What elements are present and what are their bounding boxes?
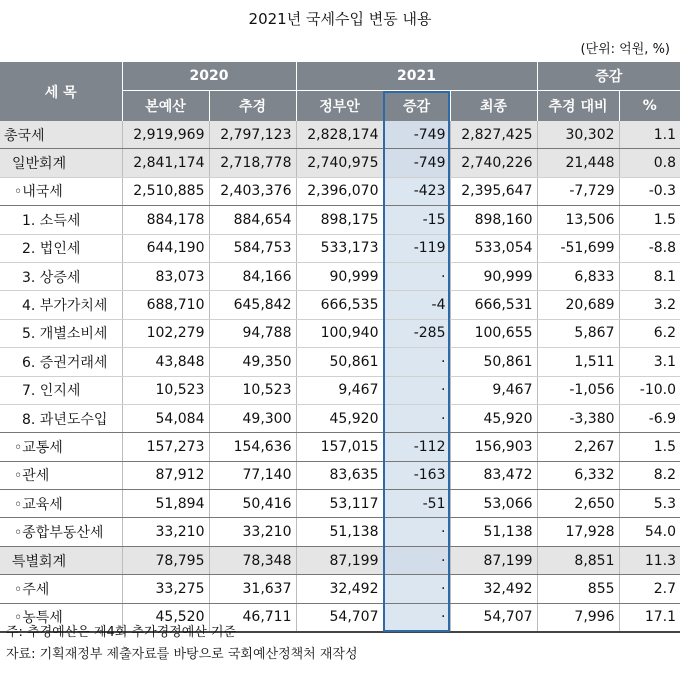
table-cell: 157,273 [122, 433, 209, 461]
row-label: 5. 개별소비세 [0, 319, 122, 347]
table-cell: 2,395,647 [450, 177, 537, 205]
table-cell: 51,138 [450, 518, 537, 546]
table-cell: 884,178 [122, 206, 209, 234]
row-label: 특별회계 [0, 546, 122, 574]
table-cell: 45,920 [296, 404, 383, 432]
table-cell: 100,655 [450, 319, 537, 347]
table-cell: 33,210 [209, 518, 296, 546]
table-row [0, 433, 680, 461]
table-cell: 5,867 [537, 319, 619, 347]
table-cell: 2.7 [619, 575, 680, 603]
row-label: ◦교육세 [0, 490, 122, 518]
table-cell: · [383, 518, 450, 546]
table-cell: -0.3 [619, 177, 680, 205]
table-cell: 84,166 [209, 262, 296, 290]
table-cell: 33,210 [122, 518, 209, 546]
table-cell: 2,841,174 [122, 149, 209, 177]
tax-revenue-table [0, 62, 680, 633]
table-cell: 87,912 [122, 461, 209, 489]
table-cell: 533,054 [450, 234, 537, 262]
table-cell: 9,467 [296, 376, 383, 404]
row-label: ◦종합부동산세 [0, 518, 122, 546]
table-cell: 8.1 [619, 262, 680, 290]
table-cell: 2,740,975 [296, 149, 383, 177]
table-cell: 51,894 [122, 490, 209, 518]
table-cell: · [383, 546, 450, 574]
table-row [0, 348, 680, 376]
row-label: ◦내국세 [0, 177, 122, 205]
table-row [0, 177, 680, 205]
table-cell: 2,828,174 [296, 121, 383, 149]
table-cell: 645,842 [209, 291, 296, 319]
table-cell: 3.2 [619, 291, 680, 319]
table-cell: 884,654 [209, 206, 296, 234]
table-cell: · [383, 348, 450, 376]
table-cell: 584,753 [209, 234, 296, 262]
table-cell: -51,699 [537, 234, 619, 262]
table-cell: -6.9 [619, 404, 680, 432]
table-cell: 533,173 [296, 234, 383, 262]
unit-label: (단위: 억원, %) [580, 42, 670, 57]
table-cell: 688,710 [122, 291, 209, 319]
table-row [0, 404, 680, 432]
table-cell: 33,275 [122, 575, 209, 603]
table-cell: 32,492 [450, 575, 537, 603]
table-cell: 3.1 [619, 348, 680, 376]
table-cell: 2,650 [537, 490, 619, 518]
header-item: 세 목 [0, 62, 122, 121]
row-label: 2. 법인세 [0, 234, 122, 262]
table-cell: 45,520 [122, 603, 209, 632]
table-cell: 20,689 [537, 291, 619, 319]
table-row [0, 518, 680, 546]
table-cell: 6,833 [537, 262, 619, 290]
row-label: ◦주세 [0, 575, 122, 603]
table-cell: 2,267 [537, 433, 619, 461]
table-cell: 17.1 [619, 603, 680, 632]
table-cell: -112 [383, 433, 450, 461]
table-cell: 54,707 [450, 603, 537, 632]
table-cell: 43,848 [122, 348, 209, 376]
table-cell: 83,472 [450, 461, 537, 489]
table-cell: -10.0 [619, 376, 680, 404]
table-cell: 5.3 [619, 490, 680, 518]
row-label: 총국세 [0, 121, 122, 149]
table-row [0, 121, 680, 149]
table-cell: -3,380 [537, 404, 619, 432]
table-cell: 8.2 [619, 461, 680, 489]
table-cell: 13,506 [537, 206, 619, 234]
table-cell: 50,861 [450, 348, 537, 376]
table-cell: 78,348 [209, 546, 296, 574]
table-cell: 87,199 [296, 546, 383, 574]
table-cell: 2,510,885 [122, 177, 209, 205]
table-cell: 51,138 [296, 518, 383, 546]
table-cell: 49,350 [209, 348, 296, 376]
table-cell: 2,827,425 [450, 121, 537, 149]
table-cell: 1.5 [619, 433, 680, 461]
row-label: ◦교통세 [0, 433, 122, 461]
table-cell: -749 [383, 121, 450, 149]
row-label: 3. 상증세 [0, 262, 122, 290]
table-cell: 9,467 [450, 376, 537, 404]
table-cell: -749 [383, 149, 450, 177]
table-cell: 83,635 [296, 461, 383, 489]
table-cell: -285 [383, 319, 450, 347]
page-title: 2021년 국세수입 변동 내용 [248, 10, 432, 28]
table-cell: · [383, 603, 450, 632]
table-cell: 32,492 [296, 575, 383, 603]
table-row [0, 376, 680, 404]
header-group-change: 증감 [537, 62, 680, 91]
row-label: 6. 증권거래세 [0, 348, 122, 376]
table-cell: 94,788 [209, 319, 296, 347]
table-cell: 644,190 [122, 234, 209, 262]
header-col: 최종 [450, 91, 537, 122]
table-cell: 50,416 [209, 490, 296, 518]
table-cell: -51 [383, 490, 450, 518]
table-cell: 1.1 [619, 121, 680, 149]
table-cell: 53,117 [296, 490, 383, 518]
table-cell: 6.2 [619, 319, 680, 347]
table-cell: 31,637 [209, 575, 296, 603]
table-row [0, 291, 680, 319]
note-source: 자료: 기획재정부 제출자료를 바탕으로 국회예산정책처 재작성 [6, 647, 358, 662]
table-cell: 1,511 [537, 348, 619, 376]
table-cell: 50,861 [296, 348, 383, 376]
table-cell: 78,795 [122, 546, 209, 574]
table-cell: 30,302 [537, 121, 619, 149]
table-cell: 8,851 [537, 546, 619, 574]
table-cell: · [383, 404, 450, 432]
header-col: % [619, 91, 680, 122]
table-cell: 54.0 [619, 518, 680, 546]
table-cell: 54,084 [122, 404, 209, 432]
table-cell: -1,056 [537, 376, 619, 404]
table-cell: 46,711 [209, 603, 296, 632]
table-cell: 898,160 [450, 206, 537, 234]
table-cell: 855 [537, 575, 619, 603]
row-label: 7. 인지세 [0, 376, 122, 404]
row-label: 4. 부가가치세 [0, 291, 122, 319]
table-cell: 2,740,226 [450, 149, 537, 177]
table-cell: · [383, 262, 450, 290]
table-cell: · [383, 575, 450, 603]
header-col: 증감 [383, 91, 450, 122]
table-cell: 83,073 [122, 262, 209, 290]
table-cell: -119 [383, 234, 450, 262]
notes [6, 622, 358, 666]
row-label: ◦농특세 [0, 603, 122, 632]
header-group-2020: 2020 [122, 62, 296, 91]
row-label: 일반회계 [0, 149, 122, 177]
table-row [0, 575, 680, 603]
table-cell: 666,531 [450, 291, 537, 319]
table-cell: 77,140 [209, 461, 296, 489]
table-cell: 54,707 [296, 603, 383, 632]
table-cell: 10,523 [122, 376, 209, 404]
table-cell: 11.3 [619, 546, 680, 574]
table-row [0, 262, 680, 290]
header-col: 추경 대비 [537, 91, 619, 122]
table-cell: 2,919,969 [122, 121, 209, 149]
header-col: 본예산 [122, 91, 209, 122]
table-cell: -15 [383, 206, 450, 234]
table-row [0, 206, 680, 234]
table-cell: 102,279 [122, 319, 209, 347]
header-col: 정부안 [296, 91, 383, 122]
table-cell: 10,523 [209, 376, 296, 404]
table-cell: 17,928 [537, 518, 619, 546]
table-cell: 49,300 [209, 404, 296, 432]
table-row [0, 490, 680, 518]
table-cell: 0.8 [619, 149, 680, 177]
table-cell: 6,332 [537, 461, 619, 489]
table-cell: · [383, 376, 450, 404]
table-row [0, 149, 680, 177]
table-cell: 2,396,070 [296, 177, 383, 205]
table-cell: -7,729 [537, 177, 619, 205]
table-row [0, 546, 680, 574]
note-basis: 주: 추경예산은 제4회 추가경정예산 기준 [6, 625, 237, 640]
table-cell: -163 [383, 461, 450, 489]
table-cell: 87,199 [450, 546, 537, 574]
row-label: 1. 소득세 [0, 206, 122, 234]
row-label: 8. 과년도수입 [0, 404, 122, 432]
table-cell: 2,403,376 [209, 177, 296, 205]
table-cell: 156,903 [450, 433, 537, 461]
table-cell: 90,999 [450, 262, 537, 290]
table-cell: -423 [383, 177, 450, 205]
table-cell: 53,066 [450, 490, 537, 518]
table-row [0, 461, 680, 489]
table-cell: 90,999 [296, 262, 383, 290]
header-group-2021: 2021 [296, 62, 537, 91]
row-label: ◦관세 [0, 461, 122, 489]
table-cell: 154,636 [209, 433, 296, 461]
table-row [0, 234, 680, 262]
table-cell: -8.8 [619, 234, 680, 262]
table-cell: 7,996 [537, 603, 619, 632]
table-row [0, 319, 680, 347]
table-cell: 45,920 [450, 404, 537, 432]
table-cell: -4 [383, 291, 450, 319]
table-cell: 157,015 [296, 433, 383, 461]
table-cell: 666,535 [296, 291, 383, 319]
table-cell: 2,718,778 [209, 149, 296, 177]
table-cell: 898,175 [296, 206, 383, 234]
table-cell: 100,940 [296, 319, 383, 347]
header-col: 추경 [209, 91, 296, 122]
table-cell: 2,797,123 [209, 121, 296, 149]
table-cell: 21,448 [537, 149, 619, 177]
table-cell: 1.5 [619, 206, 680, 234]
